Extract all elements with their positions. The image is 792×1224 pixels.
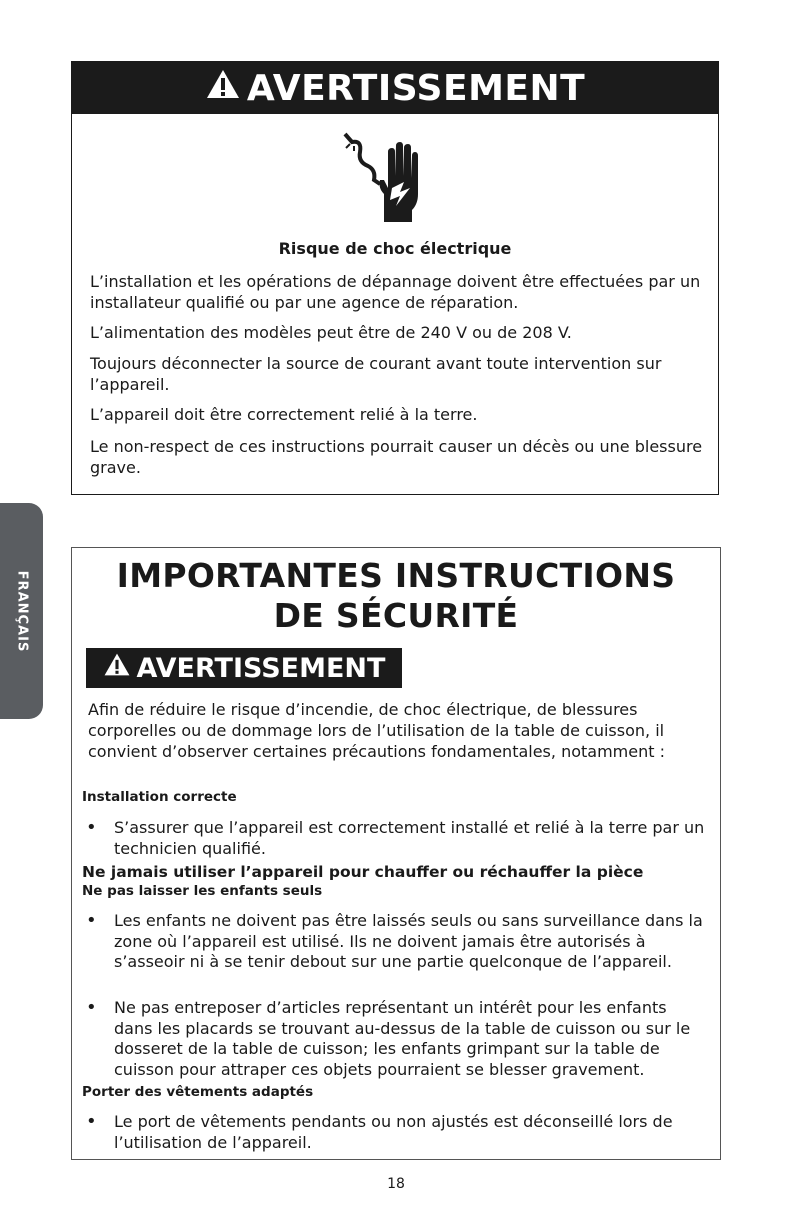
bullet-icon: • <box>86 997 97 1018</box>
intro-paragraph: Afin de réduire le risque d’incendie, de choc électrique, de blessures corporelles ou de dommage lors de l’utilisation de la table de cuisson, il convient d’observer certaines précautions fondamentales, notamment : <box>88 700 665 761</box>
warning-paragraph: L’appareil doit être correctement relié à la terre. <box>90 405 478 424</box>
safety-instructions-box <box>71 547 721 1160</box>
list-item: • Les enfants ne doivent pas être laissés seuls ou sans surveillance dans la zone où l’appareil est utilisé. Ils ne doivent jamais être autorisés à s’asseoir ni à se tenir debout sur une partie quelconque de l’appareil. <box>86 910 703 971</box>
section-heading-installation: Installation correcte <box>82 789 237 805</box>
list-item: • S’assurer que l’appareil est correctement installé et relié à la terre par un technicien qualifié. <box>86 817 705 858</box>
language-tab-label: FRANÇAIS <box>14 570 30 652</box>
bullet-icon: • <box>86 1111 97 1132</box>
language-tab <box>0 503 43 719</box>
list-item: • Ne pas entreposer d’articles représentant un intérêt pour les enfants dans les placards se trouvant au-dessus de la table de cuisson ou sur le dosseret de la table de cuisson; les enfants grimpant sur la table de cuisson pour attraper ces objets pourraient se blesser gravement. <box>86 997 691 1079</box>
warning-banner <box>86 648 402 688</box>
safety-title-line1: IMPORTANTES INSTRUCTIONS <box>116 556 676 595</box>
section-heading-heating: Ne jamais utiliser l’appareil pour chauffer ou réchauffer la pièce <box>82 863 644 881</box>
warning-paragraph: L’alimentation des modèles peut être de 240 V ou de 208 V. <box>90 323 572 342</box>
warning-box <box>71 61 719 495</box>
warning-banner-label: AVERTISSEMENT <box>136 652 386 684</box>
warning-banner <box>72 62 718 114</box>
section-heading-children: Ne pas laisser les enfants seuls <box>82 883 323 899</box>
warning-banner-label: AVERTISSEMENT <box>246 67 586 109</box>
safety-title-line2: DE SÉCURITÉ <box>273 596 519 635</box>
hazard-title: Risque de choc électrique <box>278 239 512 258</box>
list-item: • Le port de vêtements pendants ou non ajustés est déconseillé lors de l’utilisation de l’appareil. <box>86 1111 673 1152</box>
warning-paragraph: Le non-respect de ces instructions pourrait causer un décès ou une blessure grave. <box>90 437 703 477</box>
safety-title <box>72 556 720 636</box>
warning-paragraph: L’installation et les opérations de dépannage doivent être effectuées par un installateur qualifié ou par une agence de réparation. <box>90 272 701 312</box>
warning-paragraph: Toujours déconnecter la source de courant avant toute intervention sur l’appareil. <box>90 354 662 394</box>
bullet-icon: • <box>86 817 97 838</box>
electric-shock-hand-icon <box>340 132 430 231</box>
page-number: 18 <box>387 1176 405 1192</box>
warning-triangle-icon <box>205 68 241 109</box>
warning-triangle-icon <box>103 652 131 684</box>
bullet-icon: • <box>86 910 97 931</box>
section-heading-clothing: Porter des vêtements adaptés <box>82 1084 314 1100</box>
